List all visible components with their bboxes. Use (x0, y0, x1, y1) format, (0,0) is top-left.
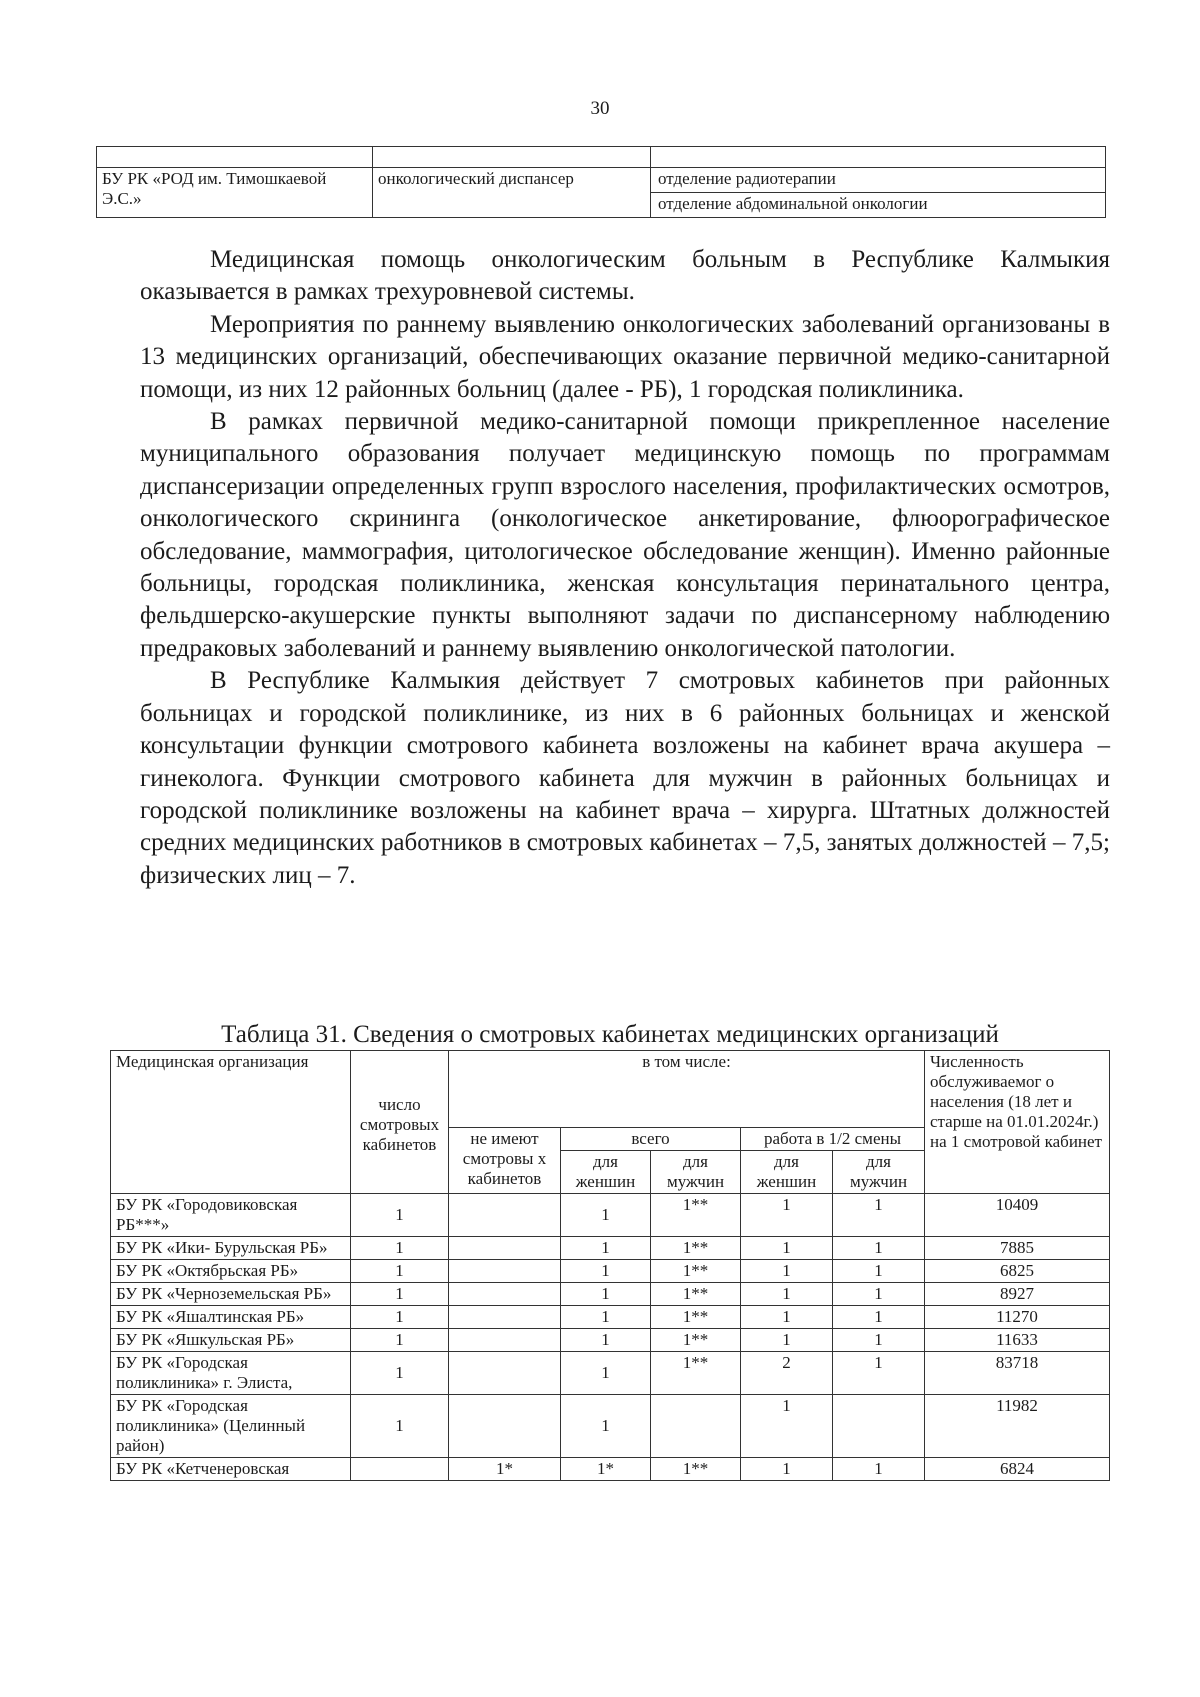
cell-total-women: 1* (561, 1458, 651, 1481)
paragraph: Мероприятия по раннему выявлению онкологических заболеваний организованы в 13 медицинских организаций, обеспечивающих оказание первичной медико-санитарной помощи, из них 12 районных больниц (далее - РБ), 1 городская поликлиника. (140, 310, 1110, 403)
cell-count: 1 (351, 1237, 449, 1260)
cell-org: БУ РК «Черноземельская РБ» (111, 1283, 351, 1306)
cell-total-men: 1** (651, 1458, 741, 1481)
cell-population: 11633 (925, 1329, 1110, 1352)
cell-none (449, 1329, 561, 1352)
cell-total-men: 1** (651, 1260, 741, 1283)
cell-half-women: 1 (741, 1260, 833, 1283)
header-org: Медицинская организация (111, 1051, 351, 1194)
cell-half-men: 1 (833, 1458, 925, 1481)
cell-population: 10409 (925, 1194, 1110, 1237)
cell-none (449, 1283, 561, 1306)
cell-half-women: 1 (741, 1329, 833, 1352)
cell-half-men: 1 (833, 1237, 925, 1260)
top-table-row (97, 168, 1106, 218)
cell-count: 1 (351, 1352, 449, 1395)
cell-population: 11270 (925, 1306, 1110, 1329)
cell-total-men (651, 1395, 741, 1458)
cell-half-men: 1 (833, 1283, 925, 1306)
cell-population: 7885 (925, 1237, 1110, 1260)
cell-org: БУ РК «Городская поликлиника» г. Элиста, (111, 1352, 351, 1395)
cell-count: 1 (351, 1395, 449, 1458)
cell-half-men (833, 1395, 925, 1458)
department-item: отделение радиотерапии (651, 168, 1105, 193)
cell-half-women: 1 (741, 1194, 833, 1237)
cell-org: БУ РК «Кетченеровская (111, 1458, 351, 1481)
cell-org: БУ РК «Октябрьская РБ» (111, 1260, 351, 1283)
cell-none (449, 1306, 561, 1329)
cell-count: 1 (351, 1194, 449, 1237)
cell-half-men: 1 (833, 1352, 925, 1395)
cell-population: 6824 (925, 1458, 1110, 1481)
header-count: число смотровых кабинетов (351, 1051, 449, 1194)
table-row (111, 1395, 1110, 1458)
department-item: отделение абдоминальной онкологии (658, 194, 928, 213)
cell-total-women: 1 (561, 1260, 651, 1283)
cell-total-men: 1** (651, 1194, 741, 1237)
header-population: Численность обслуживаемог о населения (18 лет и старше на 01.01.2024г.) на 1 смотровой кабинет (925, 1051, 1110, 1194)
header-row (111, 1051, 1110, 1128)
cell-total-women: 1 (561, 1283, 651, 1306)
cell-half-women: 1 (741, 1306, 833, 1329)
cell-none (449, 1237, 561, 1260)
cell-org: БУ РК «Ики- Бурульская РБ» (111, 1237, 351, 1260)
cell-none (449, 1352, 561, 1395)
table-row (111, 1283, 1110, 1306)
header-half-women: для женшин (741, 1151, 833, 1194)
header-half-shift: работа в 1/2 смены (741, 1128, 925, 1151)
table-row (111, 1306, 1110, 1329)
paragraph: Медицинская помощь онкологическим больным в Республике Калмыкия оказывается в рамках трехуровневой системы. (140, 246, 1110, 306)
cell-total-men: 1** (651, 1237, 741, 1260)
body-text (140, 244, 1110, 892)
header-total-women: для женшин (561, 1151, 651, 1194)
cell-half-men: 1 (833, 1329, 925, 1352)
table-caption: Таблица 31. Сведения о смотровых кабинетах медицинских организаций (221, 1021, 999, 1048)
cell-count: 1 (351, 1283, 449, 1306)
cell-half-men: 1 (833, 1194, 925, 1237)
cell-none (449, 1194, 561, 1237)
cell-none (449, 1260, 561, 1283)
cell-population: 83718 (925, 1352, 1110, 1395)
cell-org: БУ РК «Яшкульская РБ» (111, 1329, 351, 1352)
table-row (111, 1352, 1110, 1395)
cell-total-women: 1 (561, 1194, 651, 1237)
table-row (111, 1329, 1110, 1352)
header-total: всего (561, 1128, 741, 1151)
cell-org: БУ РК «Городская поликлиника» (Целинный район) (111, 1395, 351, 1458)
cell-total-men: 1** (651, 1306, 741, 1329)
cell-half-men: 1 (833, 1306, 925, 1329)
top-table-stub-row (97, 147, 1106, 168)
cell-org: БУ РК «Городовиковская РБ***» (111, 1194, 351, 1237)
cell-total-women: 1 (561, 1352, 651, 1395)
cell-total-men: 1** (651, 1329, 741, 1352)
cell-total-women: 1 (561, 1306, 651, 1329)
top-table-type: онкологический диспансер (373, 168, 651, 218)
top-table (96, 146, 1106, 218)
cell-half-women: 1 (741, 1458, 833, 1481)
cell-count: 1 (351, 1306, 449, 1329)
paragraph: В рамках первичной медико-санитарной помощи прикрепленное население муниципального образования получает медицинскую помощь по программам диспансеризации определенных групп взрослого населения, профилактических осмотров, онкологического скрининга (онкологическое анкетирование, флюорографическое обследование, маммография, цитологическое обследование женщин). Именно районные больницы, городская поликлиника, женская консультация перинатального центра, фельдшерско-акушерские пункты выполняют задачи по диспансерному наблюдению предраковых заболеваний и раннему выявлению онкологической патологии. (140, 408, 1110, 662)
paragraph: В Республике Калмыкия действует 7 смотровых кабинетов при районных больницах и городской поликлинике, из них в 6 районных больницах и женской консультации функции смотрового кабинета возложены на кабинет врача акушера – гинеколога. Функции смотрового кабинета для мужчин в районных больницах и городской поликлинике возложены на кабинет врача – хирурга. Штатных должностей средних медицинских работников в смотровых кабинетах – 7,5, занятых должностей – 7,5; физических лиц – 7. (140, 667, 1110, 889)
cell-half-men: 1 (833, 1260, 925, 1283)
cell-half-women: 1 (741, 1283, 833, 1306)
cell-total-men: 1** (651, 1283, 741, 1306)
screening-rooms-table (110, 1050, 1110, 1481)
header-including: в том числе: (449, 1051, 925, 1128)
page-number: 30 (590, 98, 610, 119)
table-row (111, 1194, 1110, 1237)
table-row (111, 1458, 1110, 1481)
cell-total-women: 1 (561, 1395, 651, 1458)
cell-population: 11982 (925, 1395, 1110, 1458)
cell-total-men: 1** (651, 1352, 741, 1395)
cell-count (351, 1458, 449, 1481)
top-table-org: БУ РК «РОД им. Тимошкаевой Э.С.» (97, 168, 373, 218)
cell-none: 1* (449, 1458, 561, 1481)
header-total-men: для мужчин (651, 1151, 741, 1194)
cell-count: 1 (351, 1329, 449, 1352)
cell-none (449, 1395, 561, 1458)
table-row (111, 1237, 1110, 1260)
cell-half-women: 2 (741, 1352, 833, 1395)
table-row (111, 1260, 1110, 1283)
cell-count: 1 (351, 1260, 449, 1283)
cell-population: 6825 (925, 1260, 1110, 1283)
cell-total-women: 1 (561, 1329, 651, 1352)
cell-total-women: 1 (561, 1237, 651, 1260)
header-half-men: для мужчин (833, 1151, 925, 1194)
departments-list (651, 168, 1105, 217)
cell-population: 8927 (925, 1283, 1110, 1306)
cell-half-women: 1 (741, 1395, 833, 1458)
header-none: не имеют смотровы х кабинетов (449, 1128, 561, 1194)
cell-half-women: 1 (741, 1237, 833, 1260)
cell-org: БУ РК «Яшалтинская РБ» (111, 1306, 351, 1329)
